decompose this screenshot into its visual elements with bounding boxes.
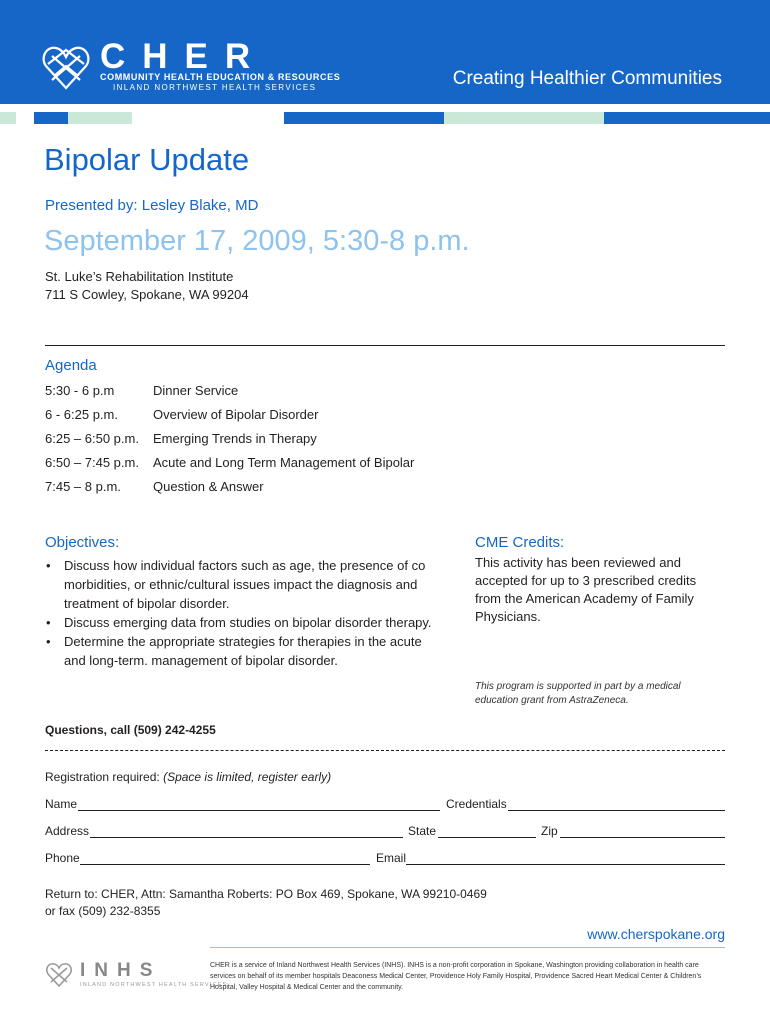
- objectives-heading: Objectives:: [45, 534, 120, 551]
- cut-line: [45, 750, 725, 751]
- agenda-time: 6 - 6:25 p.m.: [45, 407, 118, 422]
- agenda-item: Overview of Bipolar Disorder: [153, 407, 319, 422]
- footer-disclaimer: CHER is a service of Inland Northwest Health Services (INHS). INHS is a non-profit corporation in Spokane, Washington providing collaboration in health care services on behalf of its member hospitals Deaconess Medical Center, Providence Holy Family Hospital, Providence Sacred Heart Medical Center & Children’s Hospital, Valley Hospital & Medical Center and the community.: [210, 962, 702, 991]
- agenda-time: 6:50 – 7:45 p.m.: [45, 455, 139, 470]
- stripe-segment: [68, 112, 132, 124]
- name-label: Name: [45, 797, 78, 811]
- list-item: [45, 556, 435, 613]
- agenda-item: Dinner Service: [153, 383, 239, 398]
- venue-address: 711 S Cowley, Spokane, WA 99204: [45, 287, 249, 302]
- agenda-item: Emerging Trends in Therapy: [153, 431, 317, 446]
- agenda-heading: Agenda: [45, 357, 97, 374]
- agenda-item: Question & Answer: [153, 479, 264, 494]
- credentials-field[interactable]: [508, 810, 725, 811]
- agenda-row: [45, 383, 495, 407]
- address-field[interactable]: [90, 837, 403, 838]
- agenda-row: [45, 455, 495, 479]
- zip-label: Zip: [541, 824, 558, 838]
- credentials-label: Credentials: [446, 797, 507, 811]
- return-address: Return to: CHER, Attn: Samantha Roberts: PO Box 469, Spokane, WA 99210-0469: [45, 887, 487, 901]
- phone-field[interactable]: [80, 864, 370, 865]
- name-field[interactable]: [78, 810, 440, 811]
- objective-text: Determine the appropriate strategies for therapies in the acute and long-term. management of bipolar disorder.: [64, 634, 422, 668]
- agenda-row: [45, 479, 495, 503]
- fax-number: or fax (509) 232-8355: [45, 904, 161, 918]
- state-label: State: [408, 824, 437, 838]
- registration-note: [45, 770, 331, 784]
- list-item: [45, 613, 435, 632]
- state-field[interactable]: [438, 837, 536, 838]
- brand-subtitle: COMMUNITY HEALTH EDUCATION & RESOURCES: [100, 72, 341, 82]
- questions-phone: Questions, call (509) 242-4255: [45, 723, 216, 737]
- stripe-segment: [0, 112, 16, 124]
- brand-parent-org: INLAND NORTHWEST HEALTH SERVICES: [113, 83, 317, 92]
- agenda-row: [45, 431, 495, 455]
- return-info: [45, 886, 487, 920]
- brand-name: CHER: [100, 37, 268, 76]
- cme-text: This activity has been reviewed and accepted for up to 3 prescribed credits from the American Academy of Family Physicians.: [475, 555, 697, 624]
- footer-divider: [210, 947, 725, 948]
- event-date: September 17, 2009, 5:30-8 p.m.: [44, 225, 470, 257]
- cme-heading: CME Credits:: [475, 534, 565, 551]
- bullet-icon: •: [46, 634, 51, 649]
- support-note: This program is supported in part by a medical education grant from AstraZeneca.: [475, 681, 681, 706]
- agenda-item: Acute and Long Term Management of Bipolar: [153, 455, 415, 470]
- objectives-list: [45, 556, 435, 670]
- venue: [45, 268, 249, 304]
- zip-field[interactable]: [560, 837, 725, 838]
- email-label: Email: [376, 851, 407, 865]
- stripe-segment: [604, 112, 770, 124]
- section-divider: [45, 345, 725, 346]
- agenda-time: 5:30 - 6 p.m: [45, 383, 115, 398]
- inhs-logo-text: INHS: [80, 960, 162, 981]
- agenda-row: [45, 407, 495, 431]
- address-label: Address: [45, 824, 90, 838]
- cher-heart-knot-icon: [40, 42, 92, 92]
- stripe-segment: [132, 112, 284, 124]
- inhs-logo-subtitle: INLAND NORTHWEST HEALTH SERVICES: [80, 982, 228, 988]
- objective-text: Discuss how individual factors such as age, the presence of co morbidities, or ethnic/cultural issues impact the diagnosis and treatment of bipolar disorder.: [64, 558, 426, 611]
- bullet-icon: •: [46, 558, 51, 573]
- objective-text: Discuss emerging data from studies on bipolar disorder therapy.: [64, 615, 432, 630]
- bullet-icon: •: [46, 615, 51, 630]
- registration-hint: (Space is limited, register early): [163, 770, 332, 784]
- stripe-segment: [34, 112, 68, 124]
- venue-name: St. Luke’s Rehabilitation Institute: [45, 269, 234, 284]
- stripe-segment: [284, 112, 444, 124]
- event-title: Bipolar Update: [44, 142, 250, 177]
- stripe-segment: [444, 112, 604, 124]
- email-field[interactable]: [406, 864, 725, 865]
- list-item: [45, 632, 435, 670]
- website-link[interactable]: www.cherspokane.org: [587, 926, 725, 942]
- registration-label: Registration required:: [45, 770, 160, 784]
- phone-label: Phone: [45, 851, 80, 865]
- inhs-knot-icon: [45, 960, 73, 988]
- header-tagline: Creating Healthier Communities: [452, 68, 722, 89]
- presenter: Presented by: Lesley Blake, MD: [45, 197, 259, 214]
- agenda-time: 7:45 – 8 p.m.: [45, 479, 121, 494]
- agenda-time: 6:25 – 6:50 p.m.: [45, 431, 139, 446]
